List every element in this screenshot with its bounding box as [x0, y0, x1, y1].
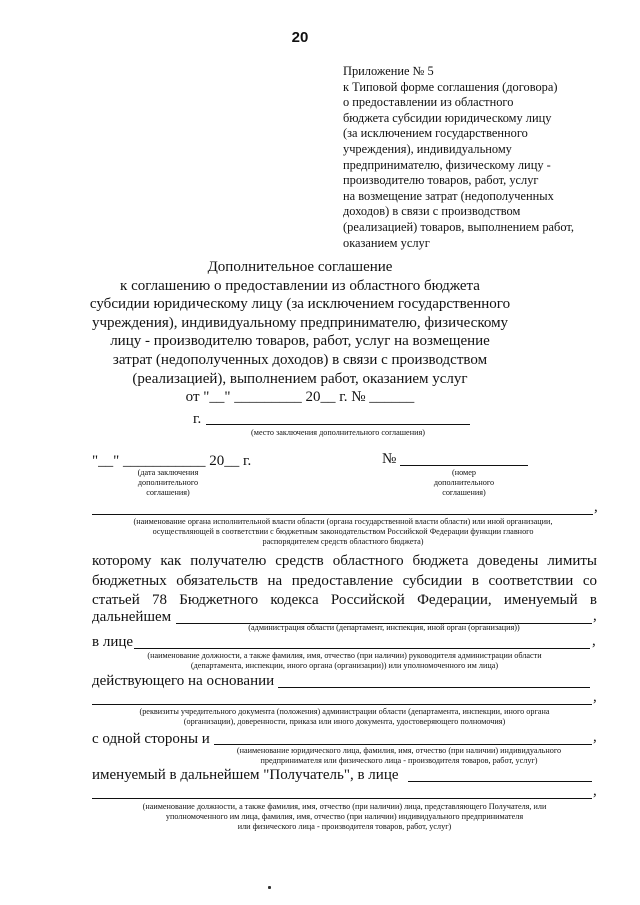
acting-label: действующего на основании: [92, 673, 275, 689]
date-caption: (дата заключения дополнительного соглашения): [137, 468, 199, 498]
comma: ,: [593, 783, 597, 799]
comma: ,: [593, 729, 597, 745]
number-sign: №: [382, 451, 397, 467]
comma: ,: [593, 689, 597, 705]
comma: ,: [593, 608, 597, 624]
place-prefix: г.: [193, 411, 202, 427]
page-number: 20: [291, 29, 309, 46]
number-field-line[interactable]: [400, 465, 528, 466]
in-person-label: в лице: [92, 634, 134, 650]
scan-mark: [268, 886, 271, 889]
title-line: Дополнительное соглашение: [207, 259, 393, 275]
place-field-line[interactable]: [206, 424, 470, 425]
recipient-representative-line[interactable]: [408, 781, 592, 782]
recipient-caption: (наименование юридического лица, фамилия, имя, отчество (при наличии) индивидуального предпринимателя или физического лица - производителя товаров, работ, услуг): [236, 746, 562, 766]
administration-caption: (администрация области (департамент, инспекция, иной орган (организация)): [248, 623, 520, 632]
title-line: субсидии юридическому лицу (за исключением государственного: [89, 296, 511, 313]
recipient-label: именуемый в дальнейшем "Получатель", в лице: [92, 767, 399, 783]
one-side-label: с одной стороны и: [92, 731, 210, 747]
representative-caption: (наименование должности, а также фамилия, имя, отчество (при наличии) лица, представляющего Получателя, или уполномоченного им лица, фамилия, имя, отчество (при наличии) индивидуального предпринимателя или физического лица - производителя товаров, работ, услуг): [142, 802, 547, 832]
basis-document-caption: (реквизиты учредительного документа (положения) администрации области (департамента, инспекции, иного органа (организации), доверенности, приказа или иного документа, удостоверяющего полномочия): [139, 707, 550, 727]
appendix-line: Приложение № 5: [343, 64, 434, 78]
appendix-line: о предоставлении из областного: [343, 95, 514, 110]
title-line: (реализацией), выполнением работ, оказанием услуг: [132, 370, 468, 387]
organization-caption: (наименование органа исполнительной власти области (органа государственной власти области) или иной организации, осуществляющей в соответствии с бюджетным законодательством Российской Федерации функции главного распорядителем средств областного бюджета): [133, 517, 553, 547]
body-line: которому как получателю средств областного бюджета доведены лимиты: [92, 553, 597, 569]
place-caption: (место заключения дополнительного соглашения): [251, 428, 425, 437]
appendix-header: [343, 64, 603, 251]
body-line: бюджетных обязательств на предоставление субсидии в соответствии со: [92, 572, 597, 589]
agreement-date: "__" ___________ 20__ г.: [92, 453, 252, 469]
appendix-line: к Типовой форме соглашения (договора): [343, 79, 558, 94]
body-paragraph: [92, 552, 597, 611]
appendix-line: (за исключением государственного: [343, 126, 528, 141]
title-line: затрат (недополученных доходов) в связи с производством: [112, 351, 488, 368]
appendix-line: на возмещение затрат (недополученных: [343, 188, 554, 203]
basis-field-line-2[interactable]: [92, 704, 592, 705]
appendix-line: доходов) в связи с производством: [343, 204, 521, 219]
title-line: лицу - производителю товаров, работ, услуг на возмещение: [110, 333, 490, 350]
appendix-line: бюджета субсидии юридическому лицу: [343, 110, 552, 125]
comma: ,: [592, 633, 596, 649]
document-title: [60, 258, 540, 407]
recipient-field-line[interactable]: [214, 744, 592, 745]
number-caption: (номер дополнительного соглашения): [433, 468, 495, 498]
official-caption: (наименование должности, а также фамилия, имя, отчество (при наличии) руководителя администрации области (департамента, инспекции, иного органа (организации)) или уполномоченного им лица): [147, 651, 542, 671]
title-line: учреждения), индивидуальному предпринимателю, физическому: [91, 314, 509, 331]
basis-field-line[interactable]: [278, 687, 590, 688]
official-field-line[interactable]: [134, 648, 590, 649]
appendix-line: производителю товаров, работ, услуг: [343, 173, 539, 188]
comma: ,: [594, 499, 598, 515]
title-line: от "__" _________ 20__ г. № ______: [185, 389, 415, 406]
hereinafter-label: дальнейшем: [92, 609, 172, 625]
body-line: статьей 78 Бюджетного кодекса Российской Федерации, именуемый в: [92, 592, 597, 608]
appendix-line: (реализацией) товаров, выполнением работ,: [343, 219, 574, 234]
organization-field-line[interactable]: [92, 514, 593, 515]
representative-field-line[interactable]: [92, 798, 592, 799]
appendix-line: предпринимателю, физическому лицу -: [343, 157, 551, 172]
appendix-line: оказанием услуг: [343, 235, 430, 250]
appendix-line: учреждения), индивидуальному: [343, 141, 512, 156]
title-line: к соглашению о предоставлении из областного бюджета: [120, 277, 480, 294]
